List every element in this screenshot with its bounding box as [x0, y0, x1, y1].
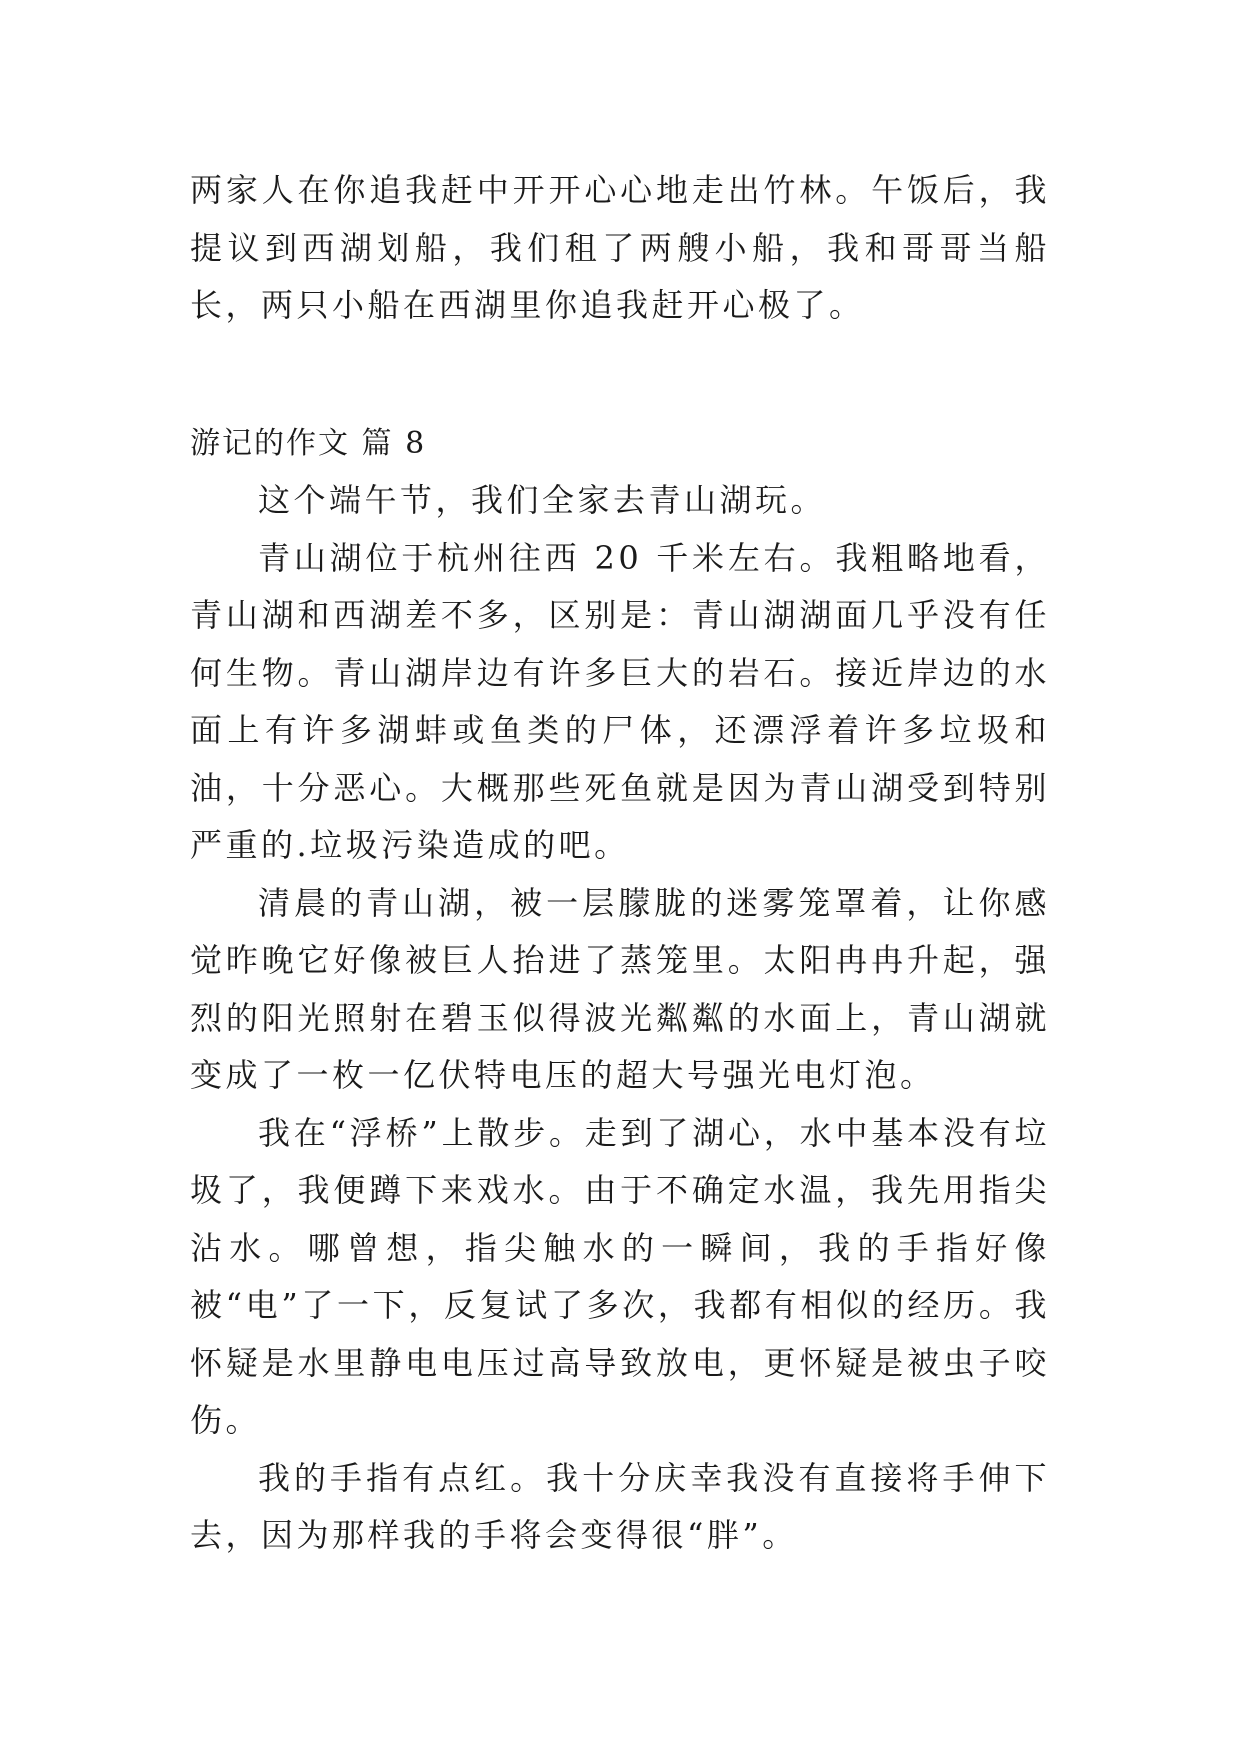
continuation-paragraph: 两家人在你追我赶中开开心心地走出竹林。午饭后，我提议到西湖划船，我们租了两艘小船，我和哥哥当船长，两只小船在西湖里你追我赶开心极了。 [190, 171, 1050, 324]
paragraph-1: 这个端午节，我们全家去青山湖玩。 [258, 481, 827, 519]
section-spacer [190, 335, 1050, 415]
section-title: 游记的作文 篇 8 [190, 425, 427, 461]
paragraph-2: 青山湖位于杭州往西 20 千米左右。我粗略地看，青山湖和西湖差不多，区别是：青山湖湖面几乎没有任何生物。青山湖岸边有许多巨大的岩石。接近岸边的水面上有许多湖蚌或鱼类的尸体，还漂浮着许多垃圾和油，十分恶心。大概那些死鱼就是因为青山湖受到特别严重的.垃圾污染造成的吧。 [190, 538, 1050, 864]
document-body [190, 162, 1050, 1565]
paragraph-4: 我在“浮桥”上散步。走到了湖心，水中基本没有垃圾了，我便蹲下来戏水。由于不确定水温，我先用指尖沾水。哪曾想，指尖触水的一瞬间，我的手指好像被“电”了一下，反复试了多次，我都有相似的经历。我怀疑是水里静电电压过高导致放电，更怀疑是被虫子咬伤。 [190, 1113, 1050, 1439]
paragraph-5: 我的手指有点红。我十分庆幸我没有直接将手伸下去，因为那样我的手将会变得很“胖”。 [190, 1458, 1050, 1554]
paragraph-3: 清晨的青山湖，被一层朦胧的迷雾笼罩着，让你感觉昨晚它好像被巨人抬进了蒸笼里。太阳冉冉升起，强烈的阳光照射在碧玉似得波光粼粼的水面上，青山湖就变成了一枚一亿伏特电压的超大号强光电灯泡。 [190, 883, 1050, 1094]
